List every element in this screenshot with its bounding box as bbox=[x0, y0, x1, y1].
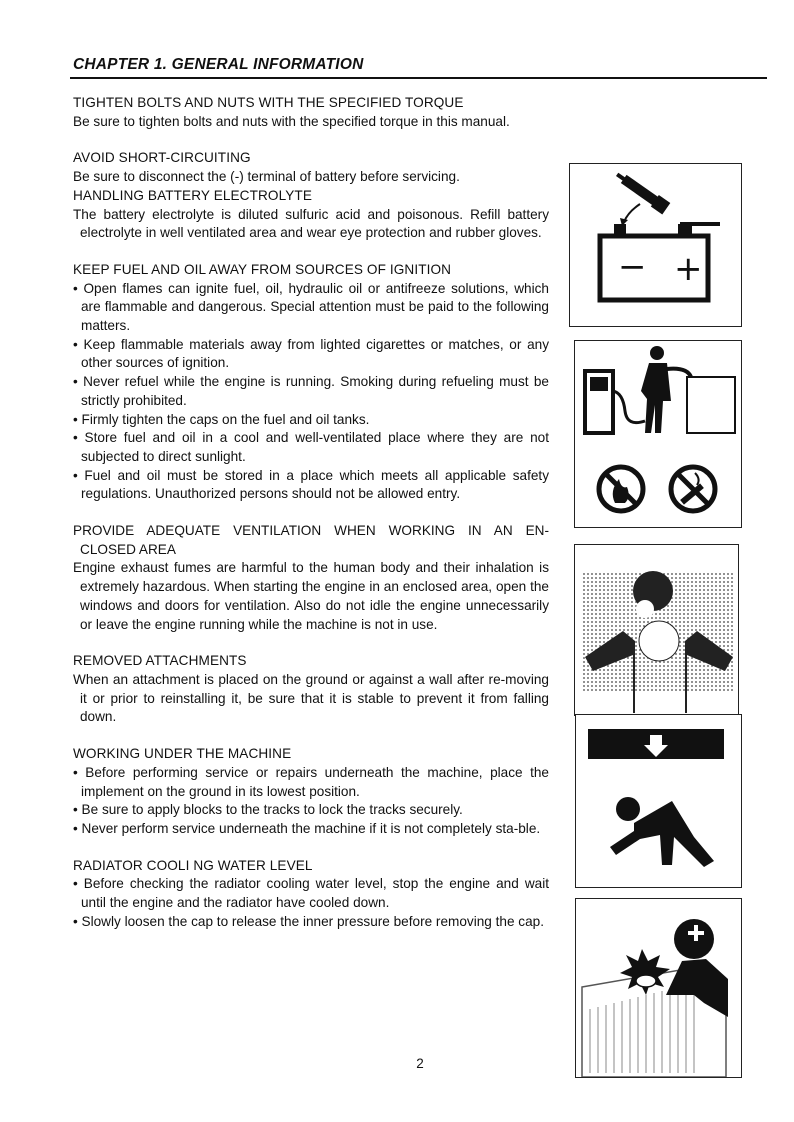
section-fuel bbox=[73, 261, 549, 504]
battery-icon bbox=[570, 164, 741, 326]
section-ventilation bbox=[73, 522, 549, 634]
person-refueling-icon bbox=[641, 346, 691, 433]
bullet-item: • Fuel and oil must be stored in a place which meets all applicable safety regulations. Unauthorized persons should not be allowed entry. bbox=[73, 467, 549, 502]
bullet-item: • Never refuel while the engine is running. Smoking during refueling must be strictly prohibited. bbox=[73, 374, 549, 408]
no-smoking-icon bbox=[671, 467, 715, 511]
section-heading: REMOVED ATTACHMENTS bbox=[73, 653, 247, 669]
bullet-item: • Be sure to apply blocks to the tracks to lock the tracks securely. bbox=[73, 802, 463, 818]
section-heading: TIGHTEN BOLTS AND NUTS WITH THE SPECIFIED TORQUE bbox=[73, 95, 464, 110]
bullet-item: • Store fuel and oil in a cool and well-ventilated place where they are not subjected to direct sunlight. bbox=[73, 430, 549, 464]
crouching-person-icon bbox=[610, 797, 714, 867]
bullet-item: • Firmly tighten the caps on the fuel and oil tanks. bbox=[73, 411, 370, 427]
section-body: The battery electrolyte is diluted sulfuric acid and poisonous. Refill battery electrolyte in well ventilated area and wear eye protection and rubber gloves. bbox=[73, 206, 549, 241]
radiator-illustration bbox=[575, 898, 742, 1078]
header-divider bbox=[70, 77, 767, 79]
battery-illustration bbox=[569, 163, 742, 327]
section-body: Be sure to disconnect the (-) terminal of battery before servicing. bbox=[73, 169, 460, 185]
section-heading: AVOID SHORT-CIRCUITING bbox=[73, 150, 251, 166]
section-body: Engine exhaust fumes are harmful to the human body and their inhalation is extremely hazardous. When starting the engine in an enclosed area, open the windows and doors for ventilation. Also do not idle the engine unnecessarily or leave the engine running while the machine is not in use. bbox=[73, 560, 549, 632]
section-heading: WORKING UNDER THE MACHINE bbox=[73, 746, 292, 762]
section-heading: PROVIDE ADEQUATE VENTILATION WHEN WORKING IN AN EN- bbox=[73, 523, 549, 539]
bullet-item: • Never perform service underneath the machine if it is not completely sta-ble. bbox=[73, 820, 541, 836]
section-heading: KEEP FUEL AND OIL AWAY FROM SOURCES OF IGNITION bbox=[73, 261, 452, 277]
page-title: CHAPTER 1. GENERAL INFORMATION bbox=[73, 56, 364, 73]
bullet-item: • Slowly loosen the cap to release the inner pressure before removing the cap. bbox=[73, 913, 544, 929]
page-number: 2 bbox=[416, 1056, 424, 1071]
section-under-machine bbox=[73, 745, 549, 839]
bullet-item: • Keep flammable materials away from lighted cigarettes or matches, or any other sources of ignition. bbox=[73, 336, 549, 371]
battery-minus-label: − bbox=[618, 247, 647, 287]
section-heading-continued: CLOSED AREA bbox=[80, 541, 176, 557]
section-electrolyte bbox=[73, 187, 549, 243]
section-torque bbox=[73, 94, 549, 131]
fuel-pump-icon bbox=[585, 371, 645, 433]
exhaust-fumes-illustration bbox=[574, 544, 739, 716]
text-column bbox=[73, 94, 549, 949]
refueling-illustration bbox=[574, 340, 742, 528]
bullet-item: • Open flames can ignite fuel, oil, hydraulic oil or antifreeze solutions, which are flammable and dangerous. Special attention must be paid to the following matters. bbox=[73, 280, 549, 334]
falling-object-illustration bbox=[575, 714, 742, 888]
battery-plus-label: + bbox=[674, 249, 703, 289]
section-body: When an attachment is placed on the ground or against a wall after re-moving it or prior to reinstalling it, be sure that it is stable to prevent it from falling down. bbox=[73, 671, 549, 725]
section-short-circuit bbox=[73, 149, 549, 186]
bullet-item: • Before performing service or repairs underneath the machine, place the implement on the ground in its lowest position. bbox=[73, 764, 549, 799]
no-open-flame-icon bbox=[599, 467, 643, 511]
bullet-item: • Before checking the radiator cooling water level, stop the engine and wait until the engine and the radiator have cooled down. bbox=[73, 876, 549, 911]
section-heading: HANDLING BATTERY ELECTROLYTE bbox=[73, 187, 312, 203]
section-radiator bbox=[73, 857, 549, 932]
section-body: Be sure to tighten bolts and nuts with the specified torque in this manual. bbox=[73, 113, 510, 129]
section-heading: RADIATOR COOLI NG WATER LEVEL bbox=[73, 857, 313, 873]
section-attachments bbox=[73, 652, 549, 727]
